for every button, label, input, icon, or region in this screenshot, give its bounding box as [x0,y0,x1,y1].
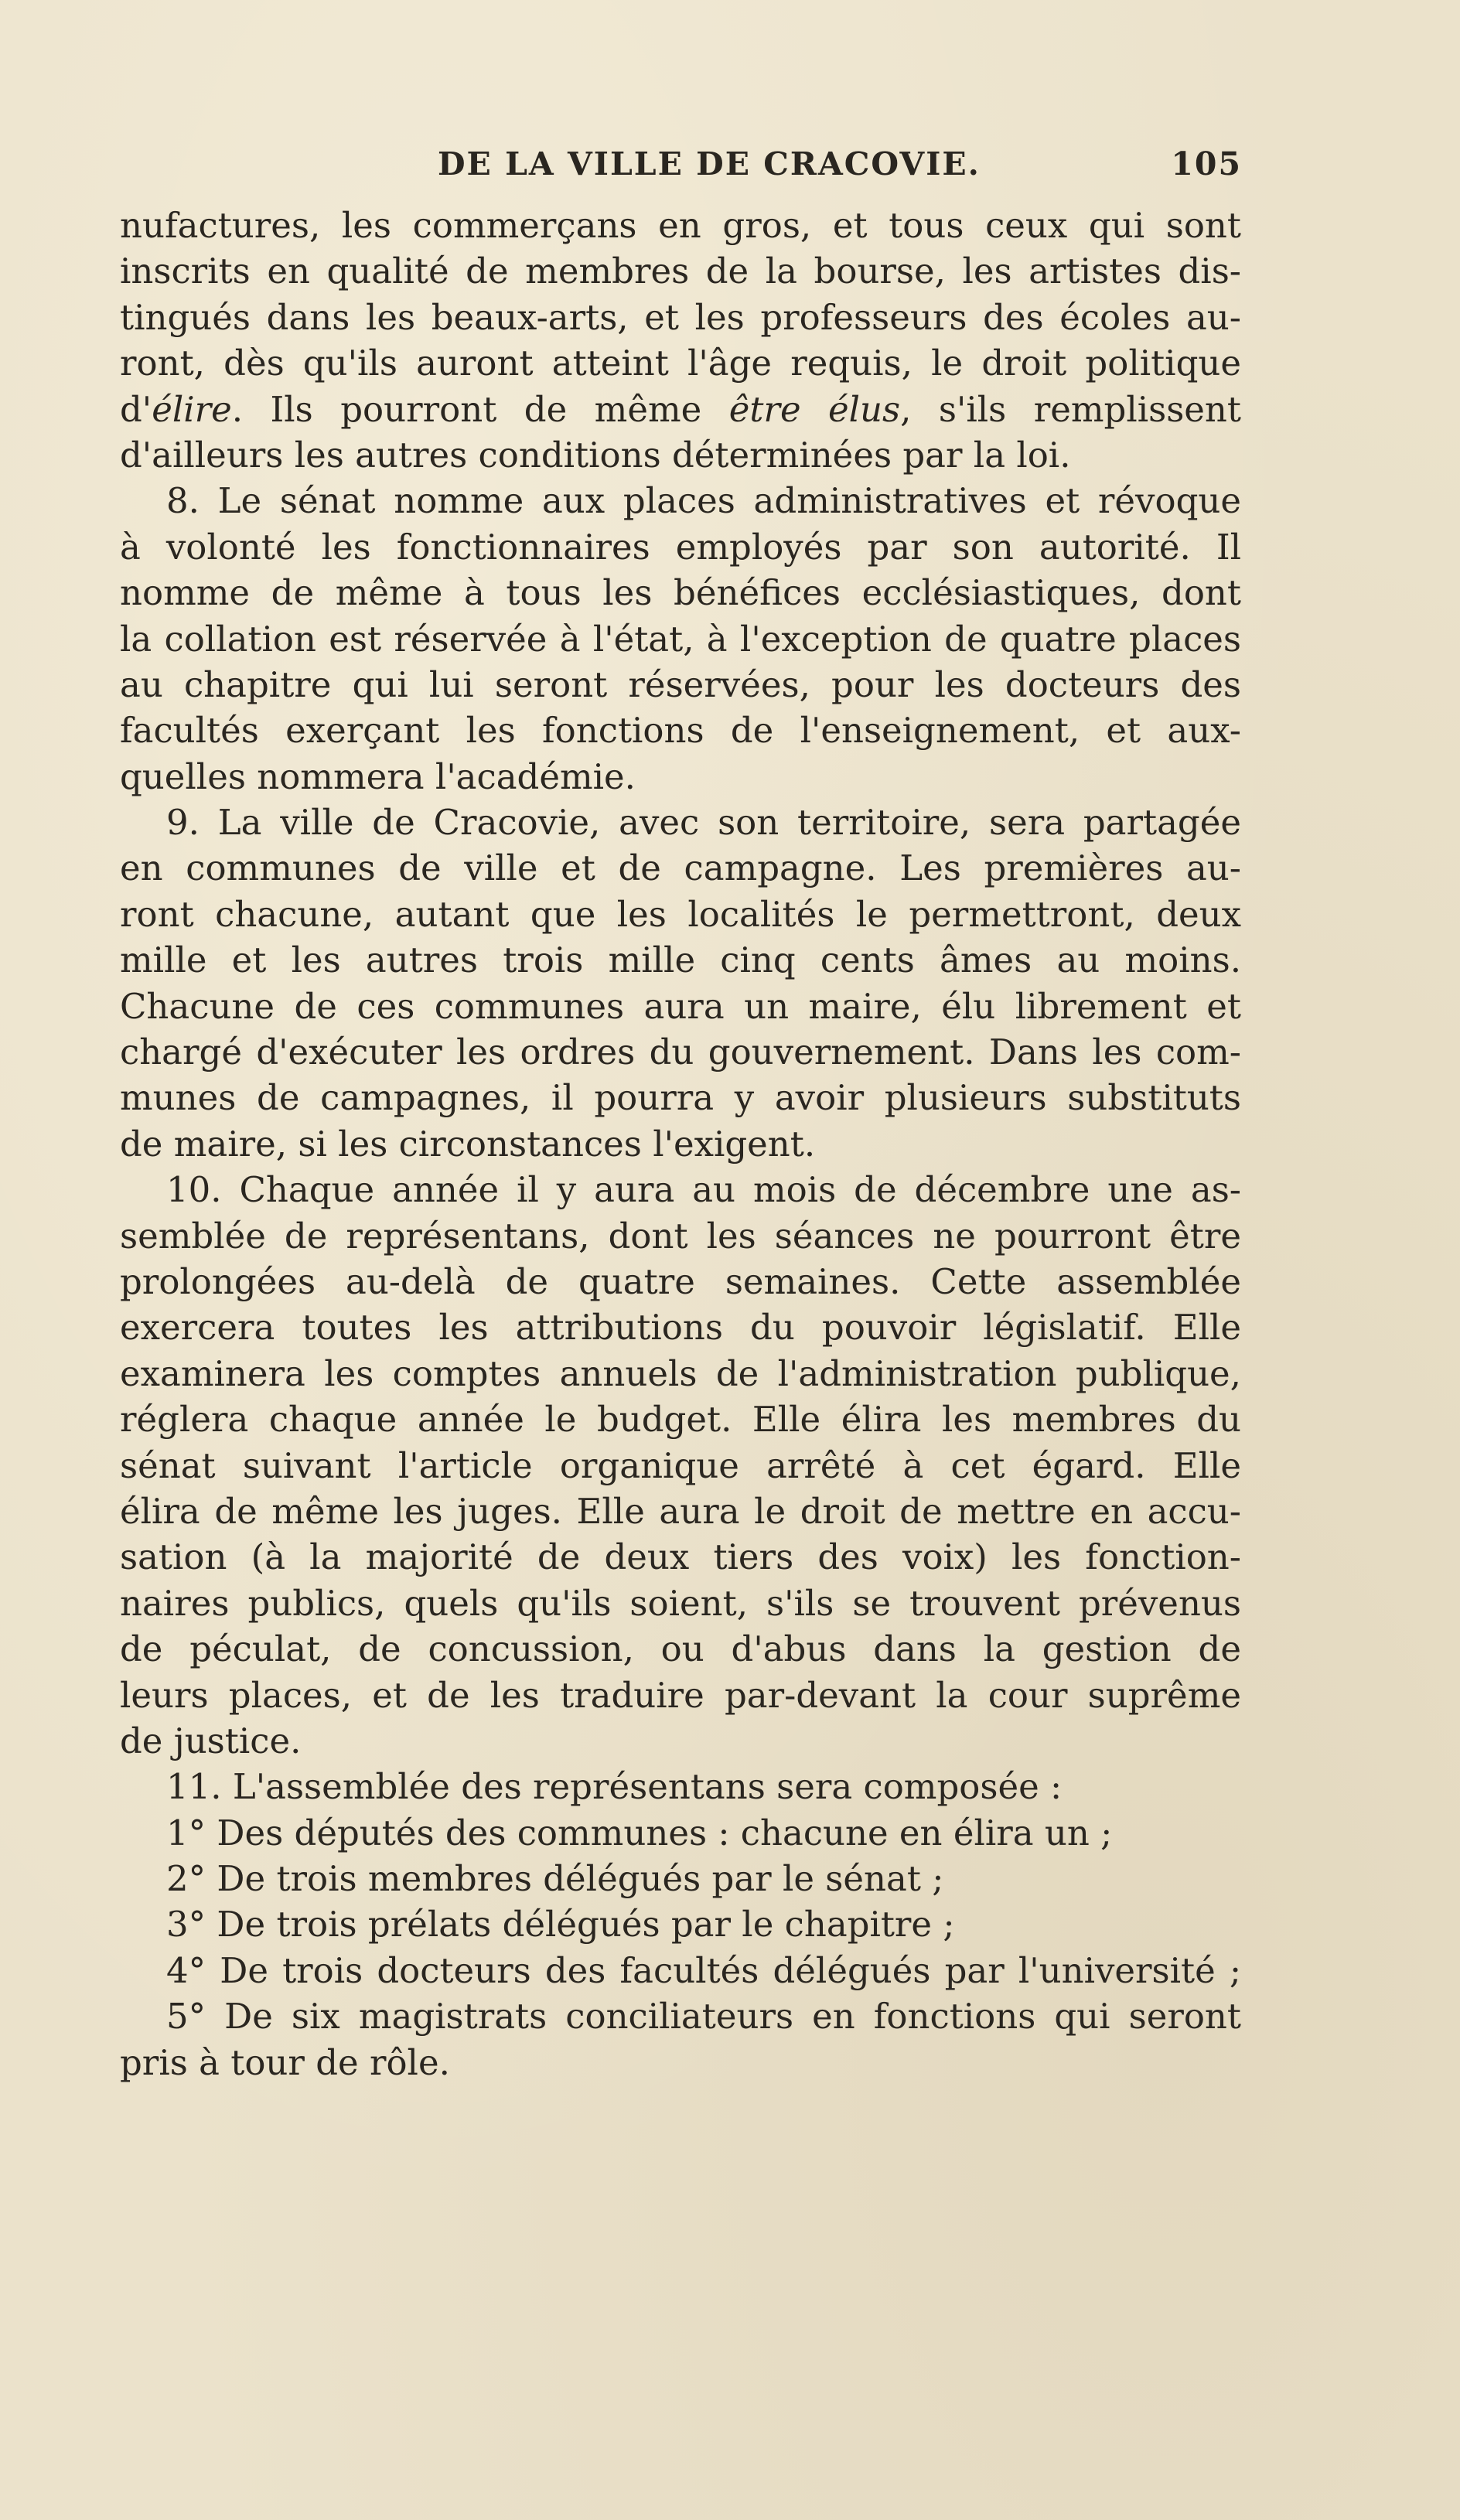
text-line: naires publics, quels qu'ils soient, s'ils se trouvent prévenus [120,1582,1241,1624]
list-item-3: 3° De trois prélats délégués par le chapitre ; [166,1904,955,1945]
text-line: munes de campagnes, il pourra y avoir plusieurs substituts [120,1077,1241,1119]
list-item-2: 2° De trois membres délégués par le sénat ; [166,1858,944,1900]
text-line: mille et les autres trois mille cinq cents âmes au moins. [120,939,1241,981]
text-line: sation (à la majorité de deux tiers des voix) les fonction- [120,1536,1241,1578]
text-line: élira de même les juges. Elle aura le droit de mettre en accu- [120,1490,1241,1532]
running-head [438,145,1242,192]
italic-etre-elus: être élus [728,388,901,430]
text-fragment: , s'ils remplissent [900,388,1241,430]
text-line: nomme de même à tous les bénéfices ecclésiastiques, dont [120,572,1241,614]
running-title: DE LA VILLE DE CRACOVIE. [438,145,981,182]
text-line: semblée de représentans, dont les séances ne pourront être [120,1215,1241,1257]
text-fragment: . Ils pourront de même [231,388,729,430]
list-item-5: 5° De six magistrats conciliateurs en fonctions qui seront [166,1996,1241,2037]
text-line: inscrits en qualité de membres de la bourse, les artistes dis- [120,251,1241,292]
text-line: examinera les comptes annuels de l'administration publique, [120,1352,1241,1394]
text-line: prolongées au-delà de quatre semaines. Cette assemblée [120,1260,1241,1302]
text-line: quelles nommera l'académie. [120,755,636,797]
list-item-4: 4° De trois docteurs des facultés délégués par l'université ; [166,1949,1241,1991]
text-fragment: d' [120,388,152,430]
text-line: tingués dans les beaux-arts, et les professeurs des écoles au- [120,296,1241,338]
text-line: ront, dès qu'ils auront atteint l'âge requis, le droit politique [120,343,1241,384]
text-line: de maire, si les circonstances l'exigent. [120,1123,816,1165]
text-line: en communes de ville et de campagne. Les premières au- [120,847,1241,889]
text-line: nufactures, les commerçans en gros, et tous ceux qui sont [120,205,1241,246]
article-9-line: 9. La ville de Cracovie, avec son territoire, sera partagée [166,802,1241,844]
text-line: leurs places, et de les traduire par-devant la cour suprême [120,1674,1241,1716]
article-8-line: 8. Le sénat nomme aux places administratives et révoque [166,480,1241,522]
text-line: sénat suivant l'article organique arrêté à cet égard. Elle [120,1444,1241,1486]
body-text [120,203,1241,2085]
text-line: ront chacune, autant que les localités le permettront, deux [120,893,1241,935]
page-number: 105 [1171,145,1242,182]
list-item-1: 1° Des députés des communes : chacune en élira un ; [166,1812,1113,1853]
text-line: facultés exerçant les fonctions de l'enseignement, et aux- [120,710,1241,752]
text-line: chargé d'exécuter les ordres du gouvernement. Dans les com- [120,1032,1241,1073]
article-11-line: 11. L'assemblée des représentans sera composée : [166,1766,1063,1808]
text-line: Chacune de ces communes aura un maire, élu librement et [120,985,1241,1027]
text-line: la collation est réservée à l'état, à l'exception de quatre places [120,618,1241,660]
text-line [120,387,1241,432]
article-10-line: 10. Chaque année il y aura au mois de décembre une as- [166,1169,1241,1211]
text-line: réglera chaque année le budget. Elle élira les membres du [120,1399,1241,1441]
text-line: exercera toutes les attributions du pouvoir législatif. Elle [120,1307,1241,1349]
text-line: de péculat, de concussion, ou d'abus dans la gestion de [120,1628,1241,1670]
text-line: à volonté les fonctionnaires employés par son autorité. Il [120,526,1241,568]
text-line: pris à tour de rôle. [120,2041,450,2083]
text-line: de justice. [120,1720,302,1761]
italic-elire: élire [152,388,232,430]
text-line: au chapitre qui lui seront réservées, pour les docteurs des [120,663,1241,705]
text-line: d'ailleurs les autres conditions déterminées par la loi. [120,434,1071,476]
